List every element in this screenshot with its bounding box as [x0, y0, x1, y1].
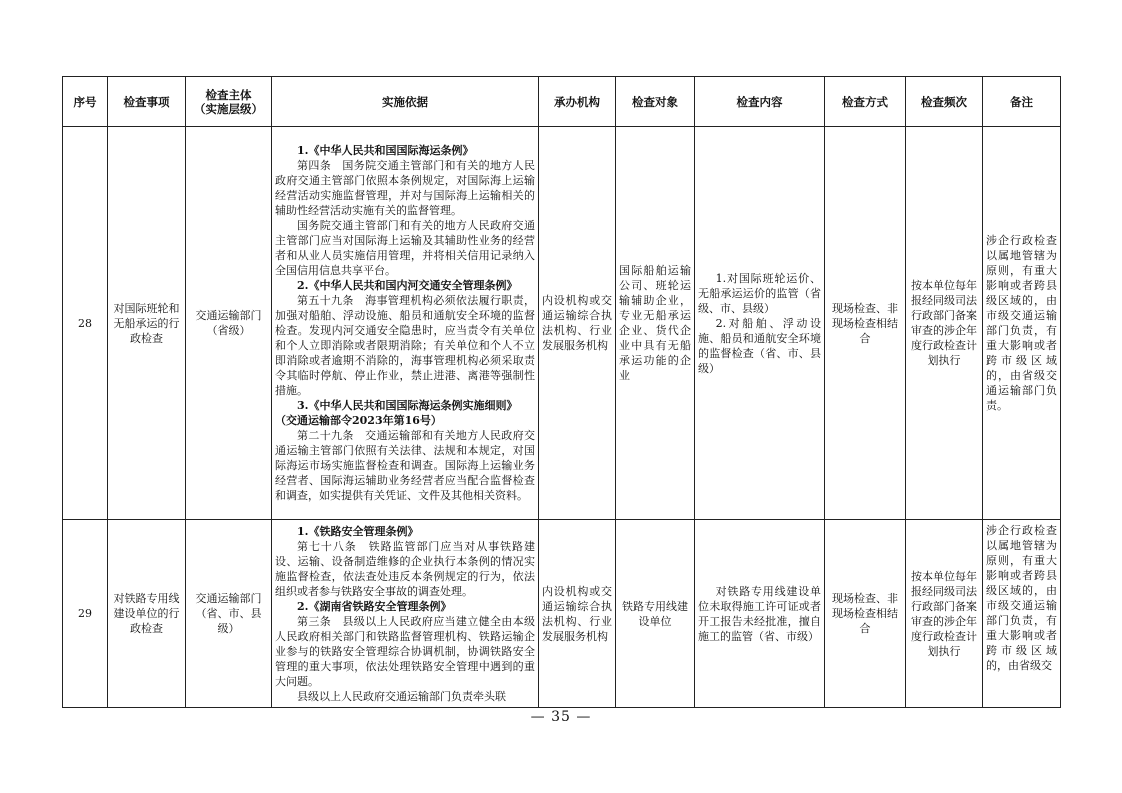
header-remark: 备注	[983, 77, 1061, 127]
row-subject: 交通运输部门（省级）	[186, 127, 272, 520]
row-remark: 涉企行政检查以属地管辖为原则，有重大影响或者跨县级区域的，由市级交通运输部门负责，有重大影响或者跨市级区域的，由省级交通运输部门负责。	[983, 127, 1061, 520]
header-method: 检查方式	[825, 77, 906, 127]
row-content	[695, 520, 825, 708]
header-basis: 实施依据	[272, 77, 539, 127]
header-freq: 检查频次	[906, 77, 983, 127]
row-agency: 内设机构或交通运输综合执法机构、行业发展服务机构	[539, 520, 616, 708]
row-no: 29	[63, 520, 108, 708]
row-freq: 按本单位每年报经同级司法行政部门备案审查的涉企年度行政检查计划执行	[906, 520, 983, 708]
content-paragraph: 对铁路专用线建设单位未取得施工许可证或者开工报告未经批准，擅自施工的监管（省、市级）	[698, 584, 821, 643]
row-remark: 涉企行政检查以属地管辖为原则，有重大影响或者跨县级区域的，由市级交通运输部门负责，有重大影响或者跨市级区域的，由省级交	[983, 520, 1061, 708]
content-paragraph: 2.对船舶、浮动设施、船员和通航安全环境的监督检查（省、市、县级）	[698, 316, 821, 375]
header-subject-line2: （实施层级）	[194, 101, 263, 116]
header-item: 检查事项	[108, 77, 186, 127]
table-row	[63, 520, 1061, 708]
row-basis	[272, 520, 539, 708]
basis-paragraph: 3.《中华人民共和国国际海运条例实施细则》	[297, 399, 518, 412]
row-basis	[272, 127, 539, 520]
table-row	[63, 127, 1061, 520]
content-paragraph: 1.对国际班轮运价、无船承运运价的监管（省级、市、县级）	[698, 271, 821, 315]
basis-paragraph: 国务院交通主管部门和有关的地方人民政府交通主管部门应当对国际海上运输及其辅助性业务的经营者和从业人员实施信用管理，并将相关信用记录纳入全国信用信息共享平台。	[275, 219, 535, 277]
row-agency: 内设机构或交通运输综合执法机构、行业发展服务机构	[539, 127, 616, 520]
row-no: 28	[63, 127, 108, 520]
basis-paragraph: 第七十八条 铁路监管部门应当对从事铁路建设、运输、设备制造维修的企业执行本条例的情况实施监督检查，依法查处违反本条例规定的行为，依法组织或者参与铁路安全事故的调查处理。	[275, 539, 535, 598]
row-freq: 按本单位每年报经同级司法行政部门备案审查的涉企年度行政检查计划执行	[906, 127, 983, 520]
row-target: 铁路专用线建设单位	[616, 520, 695, 708]
row-target: 国际船舶运输公司、班轮运输辅助企业，专业无船承运企业、货代企业中具有无船承运功能的企业	[616, 127, 695, 520]
basis-paragraph: 县级以上人民政府交通运输部门负责牵头联	[297, 689, 506, 703]
basis-paragraph: （交通运输部令2023年第16号）	[275, 414, 442, 427]
header-agency: 承办机构	[539, 77, 616, 127]
row-method: 现场检查、非现场检查相结合	[825, 520, 906, 708]
header-target: 检查对象	[616, 77, 695, 127]
basis-paragraph: 2.《湖南省铁路安全管理条例》	[297, 599, 452, 613]
header-subject-line1: 检查主体	[205, 87, 252, 102]
basis-paragraph: 第五十九条 海事管理机构必须依法履行职责，加强对船舶、浮动设施、船员和通航安全环境的监督检查。发现内河交通安全隐患时，应当责令有关单位和个人立即消除或者限期消除；有关单位和个人不立即消除或者逾期不消除的，海事管理机构必须采取责令其临时停航、停止作业，禁止进港、离港等强制性措施。	[275, 294, 535, 397]
row-subject: 交通运输部门（省、市、县级）	[186, 520, 272, 708]
basis-paragraph: 1.《中华人民共和国国际海运条例》	[297, 144, 474, 157]
basis-paragraph: 第二十九条 交通运输部和有关地方人民政府交通运输主管部门依照有关法律、法规和本规定，对国际海运市场实施监督检查和调查。国际海上运输业务经营者、国际海运辅助业务经营者应当配合监督检查和调查，如实提供有关凭证、文件及其他相关资料。	[275, 429, 535, 502]
basis-paragraph: 2.《中华人民共和国内河交通安全管理条例》	[297, 279, 518, 292]
row-method: 现场检查、非现场检查相结合	[825, 127, 906, 520]
row-content	[695, 127, 825, 520]
header-subject	[186, 77, 272, 127]
basis-paragraph: 第四条 国务院交通主管部门和有关的地方人民政府交通主管部门依照本条例规定，对国际海上运输经营活动实施监督管理，并对与国际海上运输相关的辅助性经营活动实施有关的监督管理。	[275, 159, 535, 217]
basis-paragraph: 第三条 县级以上人民政府应当建立健全由本级人民政府相关部门和铁路监督管理机构、铁路运输企业参与的铁路安全管理综合协调机制，协调铁路安全管理的重大事项，依法处理铁路安全管理中遇到的重大问题。	[275, 614, 535, 688]
inspection-table	[62, 76, 1061, 708]
header-no: 序号	[63, 77, 108, 127]
table-header-row	[63, 77, 1061, 127]
row-item: 对国际班轮和无船承运的行政检查	[108, 127, 186, 520]
row-item: 对铁路专用线建设单位的行政检查	[108, 520, 186, 708]
header-content: 检查内容	[695, 77, 825, 127]
page-number: — 35 —	[530, 709, 592, 725]
basis-paragraph: 1.《铁路安全管理条例》	[297, 524, 419, 538]
